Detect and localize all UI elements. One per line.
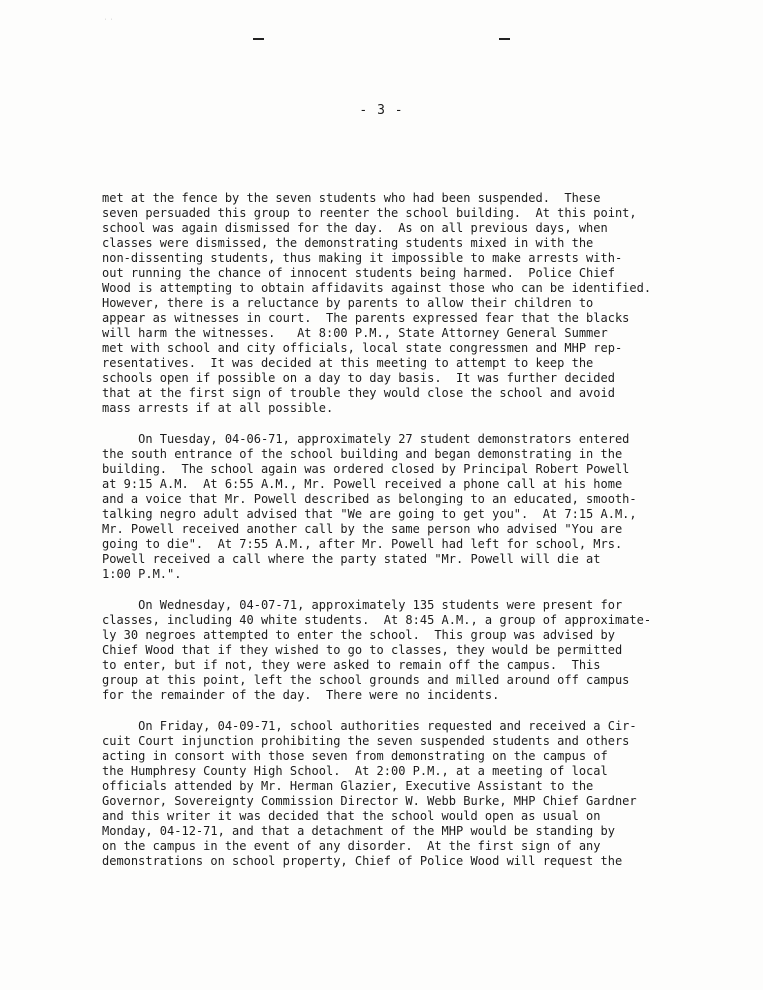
text-line: On Friday, 04-09-71, school authorities requested and received a Cir-: [102, 719, 637, 733]
text-line: that at the first sign of trouble they would close the school and avoid: [102, 386, 615, 400]
paragraph-4: [102, 719, 682, 869]
text-line: cuit Court injunction prohibiting the seven suspended students and others: [102, 734, 630, 748]
text-line: will harm the witnesses. At 8:00 P.M., State Attorney General Summer: [102, 326, 608, 340]
text-line: Governor, Sovereignty Commission Director W. Webb Burke, MHP Chief Gardner: [102, 794, 637, 808]
text-line: met with school and city officials, local state congressmen and MHP rep-: [102, 341, 623, 355]
text-line: On Tuesday, 04-06-71, approximately 27 student demonstrators entered: [102, 432, 630, 446]
text-line: out running the chance of innocent students being harmed. Police Chief: [102, 266, 615, 280]
paragraph-1: [102, 191, 682, 416]
text-line: school was again dismissed for the day. As on all previous days, when: [102, 221, 608, 235]
text-line: Powell received a call where the party stated "Mr. Powell will die at: [102, 552, 601, 566]
text-line: mass arrests if at all possible.: [102, 401, 334, 415]
text-line: Mr. Powell received another call by the same person who advised "You are: [102, 522, 623, 536]
paragraph-3: [102, 598, 682, 703]
text-line: appear as witnesses in court. The parents expressed fear that the blacks: [102, 311, 630, 325]
text-line: acting in consort with those seven from demonstrating on the campus of: [102, 749, 608, 763]
text-line: met at the fence by the seven students who had been suspended. These: [102, 191, 601, 205]
text-line: schools open if possible on a day to day basis. It was further decided: [102, 371, 615, 385]
text-line: non-dissenting students, thus making it impossible to make arrests with-: [102, 251, 623, 265]
text-line: seven persuaded this group to reenter the school building. At this point,: [102, 206, 637, 220]
text-line: going to die". At 7:55 A.M., after Mr. Powell had left for school, Mrs.: [102, 537, 623, 551]
text-line: Chief Wood that if they wished to go to classes, they would be permitted: [102, 643, 623, 657]
text-line: resentatives. It was decided at this meeting to attempt to keep the: [102, 356, 594, 370]
text-line: demonstrations on school property, Chief of Police Wood will request the: [102, 854, 623, 868]
page-number: - 3 -: [359, 103, 404, 118]
text-line: ly 30 negroes attempted to enter the school. This group was advised by: [102, 628, 615, 642]
text-line: Monday, 04-12-71, and that a detachment of the MHP would be standing by: [102, 824, 615, 838]
paragraph-2: [102, 432, 682, 582]
text-line: 1:00 P.M.".: [102, 567, 182, 581]
text-line: for the remainder of the day. There were no incidents.: [102, 688, 500, 702]
scan-speck: · ·: [104, 17, 114, 23]
punch-mark-right: [499, 38, 510, 40]
text-line: to enter, but if not, they were asked to remain off the campus. This: [102, 658, 601, 672]
text-line: However, there is a reluctance by parents to allow their children to: [102, 296, 594, 310]
text-line: the Humphresy County High School. At 2:00 P.M., at a meeting of local: [102, 764, 608, 778]
text-line: officials attended by Mr. Herman Glazier, Executive Assistant to the: [102, 779, 594, 793]
text-line: Wood is attempting to obtain affidavits against those who can be identified.: [102, 281, 652, 295]
text-line: talking negro adult advised that "We are going to get you". At 7:15 A.M.,: [102, 507, 637, 521]
text-line: classes, including 40 white students. At 8:45 A.M., a group of approximate-: [102, 613, 652, 627]
text-line: at 9:15 A.M. At 6:55 A.M., Mr. Powell received a phone call at his home: [102, 477, 623, 491]
text-line: building. The school again was ordered closed by Principal Robert Powell: [102, 462, 630, 476]
text-line: on the campus in the event of any disorder. At the first sign of any: [102, 839, 601, 853]
text-line: group at this point, left the school grounds and milled around off campus: [102, 673, 630, 687]
text-line: classes were dismissed, the demonstrating students mixed in with the: [102, 236, 594, 250]
text-line: and a voice that Mr. Powell described as belonging to an educated, smooth-: [102, 492, 637, 506]
text-line: the south entrance of the school building and began demonstrating in the: [102, 447, 623, 461]
text-line: On Wednesday, 04-07-71, approximately 135 students were present for: [102, 598, 623, 612]
text-line: and this writer it was decided that the school would open as usual on: [102, 809, 601, 823]
body-text: [102, 191, 682, 885]
punch-mark-left: [253, 38, 264, 40]
